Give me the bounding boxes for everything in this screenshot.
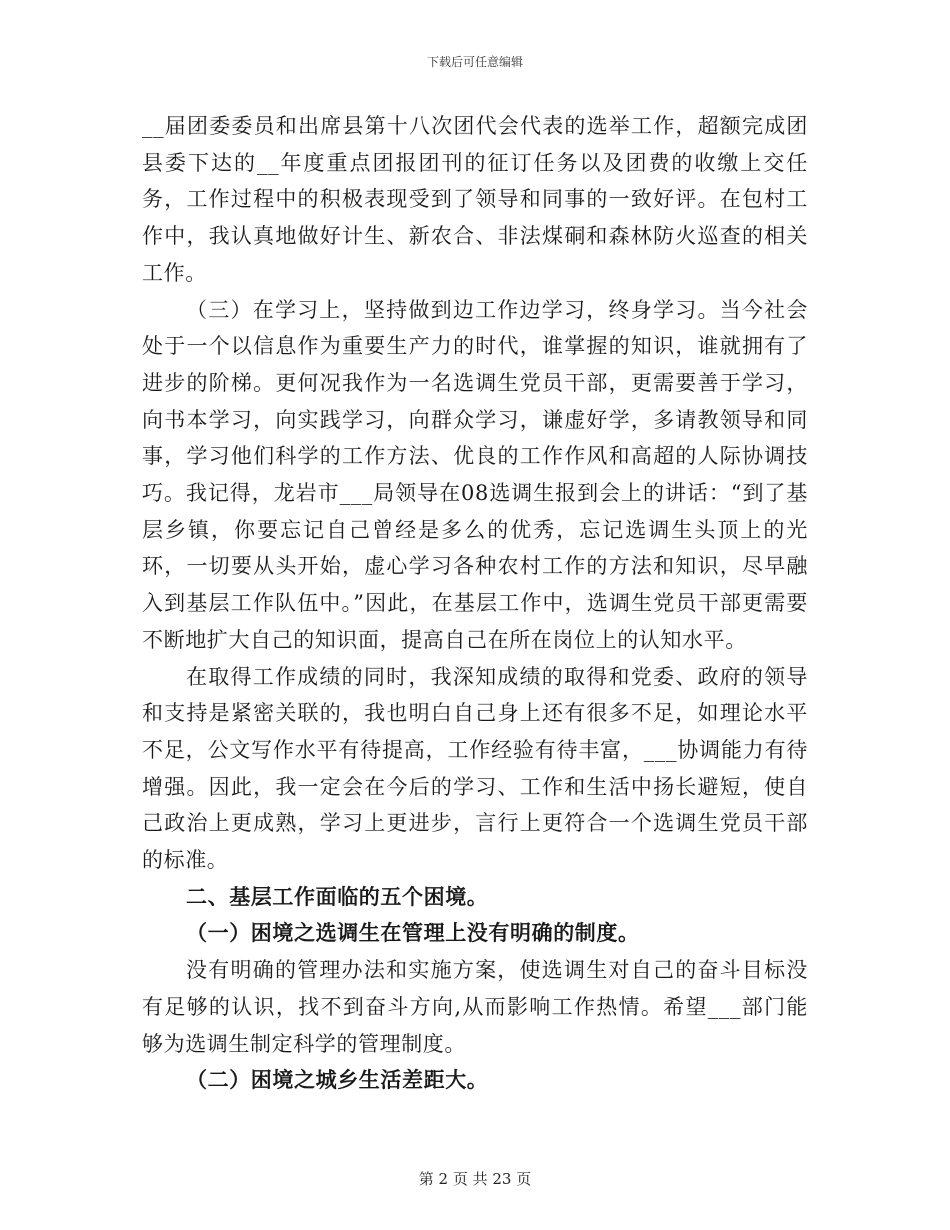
paragraph-2: （三）在学习上，坚持做到边工作边学习，终身学习。当今社会处于一个以信息作为重要生产力的时代，谁掌握的知识，谁就拥有了进步的阶梯。更何况我作为一名选调生党员干部，更需要善于学习，向书本学习，向实践学习，向群众学习，谦虚好学，多请教领导和同事，学习他们科学的工作方法、优良的工作作风和高超的人际协调技巧。我记得，龙岩市___局领导在08选调生报到会上的讲话：“到了基层乡镇，你要忘记自己曾经是多么的优秀，忘记选调生头顶上的光环，一切要从头开始，虚心学习各种农村工作的方法和知识，尽早融入到基层工作队伍中。”因此，在基层工作中，选调生党员干部更需要不断地扩大自己的知识面，提高自己在所在岗位上的认知水平。 — [142, 297, 808, 652]
section-heading: 二、基层工作面临的五个困境。 — [186, 883, 489, 909]
page-header: 下载后可任意编辑 — [426, 55, 523, 69]
paragraph-1: __届团委委员和出席县第十八次团代会代表的选举工作，超额完成团县委下达的__年度重点团报团刊的征订任务以及团费的收缴上交任务，工作过程中的积极表现受到了领导和同事的一致好评。在包村工作中，我认真地做好计生、新农合、非法煤硐和森林防火巡查的相关工作。 — [142, 114, 808, 285]
paragraph-4: 没有明确的管理办法和实施方案，使选调生对自己的奋斗目标没有足够的认识，找不到奋斗方向,从而影响工作热情。希望___部门能够为选调生制定科学的管理制度。 — [142, 958, 808, 1056]
subsection-heading-1: （一）困境之选调生在管理上没有明确的制度。 — [186, 920, 640, 946]
document-body — [142, 108, 808, 1099]
subsection-heading-2: （二）困境之城乡生活差距大。 — [186, 1067, 489, 1093]
page-footer: 第 2 页 共 23 页 — [418, 1170, 532, 1188]
paragraph-3: 在取得工作成绩的同时，我深知成绩的取得和党委、政府的领导和支持是紧密关联的，我也明白自己身上还有很多不足，如理论水平不足，公文写作水平有待提高，工作经验有待丰富，___协调能力有待增强。因此，我一定会在今后的学习、工作和生活中扬长避短，使自己政治上更成熟，学习上更进步，言行上更符合一个选调生党员干部的标准。 — [142, 664, 808, 873]
